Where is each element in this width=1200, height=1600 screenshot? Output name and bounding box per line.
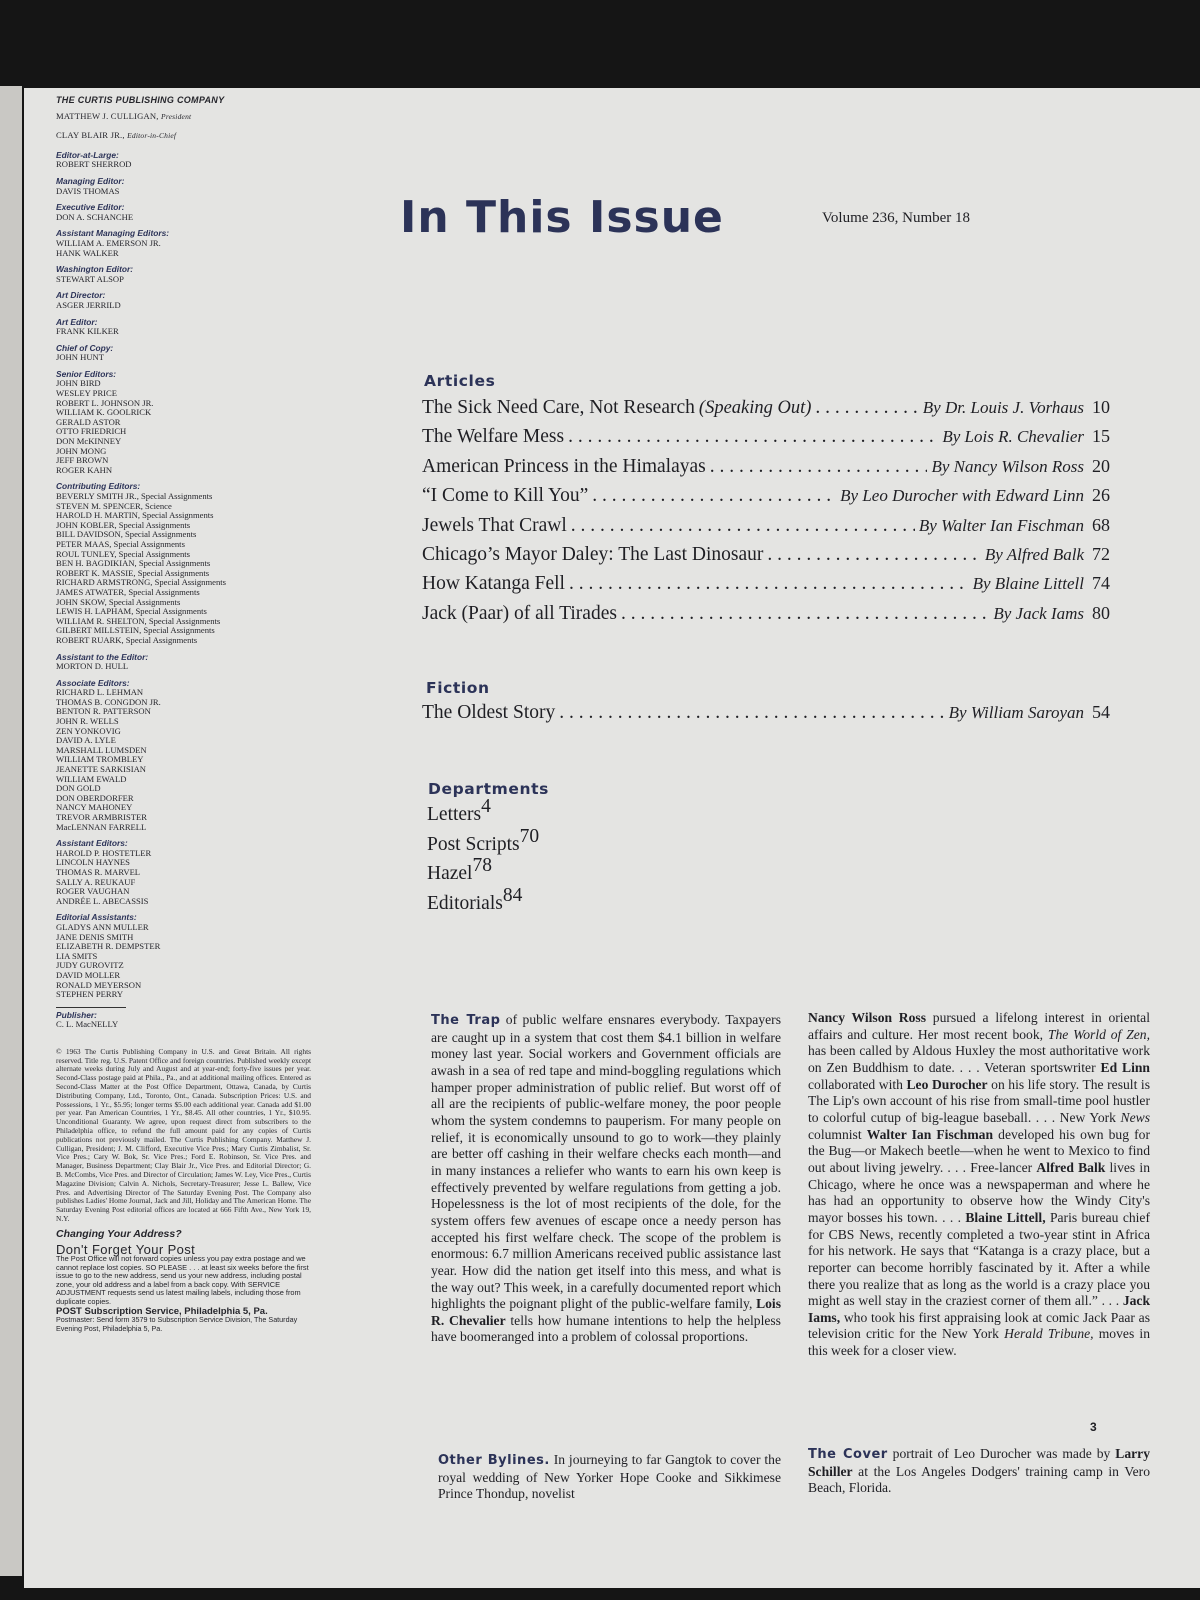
publisher-role: Publisher: <box>56 1009 97 1020</box>
staff-name: GILBERT MILLSTEIN, Special Assignments <box>56 625 215 636</box>
staff-role: Executive Editor: <box>56 202 125 213</box>
articles-list <box>422 397 1110 632</box>
staff-role: Senior Editors: <box>56 368 117 379</box>
fiction-author: By William Saroyan <box>948 703 1084 722</box>
article-author: By Jack Iams <box>993 603 1084 623</box>
cover-text: portrait of Leo Durocher was made by <box>887 1446 1116 1461</box>
staff-name: ROUL TUNLEY, Special Assignments <box>56 548 190 559</box>
article-page: 10 <box>1092 397 1110 417</box>
staff-name: ANDRÉE L. ABECASSIS <box>56 895 149 906</box>
staff-name: BEVERLY SMITH JR., Special Assignments <box>56 491 213 501</box>
article-page: 72 <box>1092 543 1110 564</box>
staff-group <box>56 653 346 672</box>
article-title: Chicago’s Mayor Daley: The Last Dinosaur <box>422 543 764 565</box>
dot-leader <box>569 573 969 595</box>
department-entry[interactable] <box>427 825 1107 864</box>
staff-name: JOHN HUNT <box>56 352 104 363</box>
byline-text: collaborated with <box>808 1076 907 1092</box>
staff-group <box>56 203 346 222</box>
article-entry[interactable] <box>422 456 1110 485</box>
article-entry[interactable] <box>422 544 1110 573</box>
staff-name: MARSHALL LUMSDEN <box>56 744 147 755</box>
staff-name: SALLY A. REUKAUF <box>56 876 136 887</box>
page-spine-edge <box>0 86 22 1576</box>
byline-paper: Herald Tribune, <box>1004 1326 1094 1342</box>
byline-name: Walter Ian Fischman <box>866 1126 994 1142</box>
staff-name: LINCOLN HAYNES <box>56 857 130 868</box>
staff-name: MORTON D. HULL <box>56 661 129 672</box>
staff-name: ELIZABETH R. DEMPSTER <box>56 941 161 952</box>
fiction-page: 54 <box>1092 702 1110 722</box>
byline-text: developed his own bug for the Bug—or Makech beetle—when he went to Mexico to find out about living jewelry. . . . Free-lancer <box>808 1126 1150 1175</box>
staff-name: ROBERT SHERROD <box>56 159 132 170</box>
article-title: “I Come to Kill You” <box>422 485 589 507</box>
staff-role: Managing Editor: <box>56 175 125 186</box>
byline-text: who took his first appraising look at comic Jack Paar as television critic for the New York <box>808 1309 1150 1342</box>
dot-leader <box>592 485 836 507</box>
article-author: By Lois R. Chevalier <box>942 427 1084 447</box>
article-entry[interactable] <box>422 485 1110 514</box>
department-title: Post Scripts <box>427 833 520 855</box>
cover-text-end: at the Los Angeles Dodgers' training camp in Vero Beach, Florida. <box>808 1463 1150 1496</box>
article-title: How Katanga Fell <box>422 573 565 595</box>
staff-name: STEPHEN PERRY <box>56 989 124 1000</box>
president-line <box>56 112 346 122</box>
article-title: The Welfare Mess <box>422 426 565 448</box>
staff-name: WILLIAM TROMBLEY <box>56 754 144 765</box>
byline-text: Paris bureau chief for CBS News, recently completed a two-year stint in Africa for his network. He says that “Katanga is a crazy place, but a reporter can become horribly fascinated by it. After a while there you realize that as long as the world is a crazy place you might as well stay in the craziest corner of them all.” . . . <box>808 1209 1150 1309</box>
byline-name: Nancy Wilson Ross <box>808 1010 927 1025</box>
article-title: American Princess in the Himalayas <box>422 455 706 477</box>
trap-paragraph <box>431 1012 781 1346</box>
editor-title: Editor-in-Chief <box>127 131 177 141</box>
department-entry[interactable] <box>427 855 1107 893</box>
staff-group <box>56 151 346 170</box>
byline-text: lives in Chicago, where he once was a newspaperman and where he has had an opportunity to observe how the Windy City's mayor bosses his town. . . . <box>808 1159 1150 1225</box>
page-number: 3 <box>1090 1420 1097 1434</box>
staff-group <box>56 291 346 310</box>
change-address-heading: Changing Your Address? <box>56 1227 182 1240</box>
staff-group <box>56 265 346 284</box>
staff-name: DON A. SCHANCHE <box>56 211 134 222</box>
editor-line <box>56 131 346 141</box>
article-author: By Dr. Louis J. Vorhaus <box>922 398 1084 417</box>
staff-name: JOHN MONG <box>56 445 107 456</box>
president-name: MATTHEW J. CULLIGAN, <box>56 110 159 121</box>
bylines-paragraph-start <box>438 1452 781 1503</box>
staff-group <box>56 177 346 196</box>
cover-photographer: Larry Schiller <box>808 1446 1150 1479</box>
staff-group <box>56 679 346 833</box>
article-page: 74 <box>1092 573 1110 594</box>
staff-group <box>56 229 346 258</box>
publisher-group <box>56 1007 346 1030</box>
byline-name: Leo Durocher <box>906 1076 988 1092</box>
volume-number: Volume 236, Number 18 <box>822 210 971 226</box>
staff-name: WILLIAM R. SHELTON, Special Assignments <box>56 615 221 626</box>
staff-name: ROBERT K. MASSIE, Special Assignments <box>56 567 210 578</box>
staff-group <box>56 344 346 363</box>
dot-leader <box>559 702 944 724</box>
trap-text-end: tells how humane intentions to help the helpless have boomeranged into a problem of colossal proportions. <box>431 1312 781 1345</box>
staff-group <box>56 913 346 999</box>
articles-heading: Articles <box>424 372 496 390</box>
masthead <box>56 96 346 1333</box>
staff-role: Editorial Assistants: <box>56 912 137 923</box>
department-entry[interactable] <box>427 884 1107 923</box>
staff-name: DON OBERDORFER <box>56 792 134 803</box>
staff-role: Assistant Managing Editors: <box>56 228 170 239</box>
article-author: By Alfred Balk <box>984 544 1084 564</box>
article-author: By Leo Durocher with Edward Linn <box>840 486 1084 506</box>
cover-paragraph <box>808 1446 1150 1497</box>
editor-name: CLAY BLAIR JR., <box>56 130 125 141</box>
dont-forget-heading: Don't Forget Your Post <box>56 1242 196 1258</box>
staff-role: Assistant Editors: <box>56 838 128 849</box>
staff-name: TREVOR ARMBRISTER <box>56 812 147 822</box>
staff-name: NANCY MAHONEY <box>56 802 133 813</box>
dot-leader <box>710 456 928 478</box>
article-author: By Nancy Wilson Ross <box>931 456 1084 476</box>
article-page: 26 <box>1092 485 1110 506</box>
staff-name: DON McKINNEY <box>56 436 122 447</box>
staff-name: RICHARD ARMSTRONG, Special Assignments <box>56 577 226 588</box>
staff-name: HANK WALKER <box>56 247 119 258</box>
article-author: By Blaine Littell <box>972 574 1084 594</box>
byline-name: Jack Iams, <box>808 1293 1150 1325</box>
staff-role: Art Director: <box>56 290 106 301</box>
staff-name: LEWIS H. LAPHAM, Special Assignments <box>56 606 207 617</box>
staff-name: ROGER KAHN <box>56 464 113 475</box>
staff-name: MacLENNAN FARRELL <box>56 821 147 832</box>
staff-role: Assistant to the Editor: <box>56 651 149 662</box>
staff-name: JEFF BROWN <box>56 455 109 466</box>
article-title: Jewels That Crawl <box>422 514 567 536</box>
article-title: Jack (Paar) of all Tirades <box>422 602 617 624</box>
article-entry[interactable] <box>422 426 1110 455</box>
staff-name: BEN H. BAGDIKIAN, Special Assignments <box>56 558 211 569</box>
departments-heading: Departments <box>428 780 549 798</box>
byline-text: has been called by Aldous Huxley the most authoritative work on Zen Buddhism to date. . . . Veteran sportswriter <box>808 1043 1150 1075</box>
staff-name: WILLIAM EWALD <box>56 773 127 784</box>
department-page: 78 <box>472 855 492 876</box>
article-entry[interactable] <box>422 397 1110 426</box>
fiction-title: The Oldest Story <box>422 702 556 723</box>
staff-name: ROBERT L. JOHNSON JR. <box>56 397 154 408</box>
trap-author: Lois R. Chevalier <box>431 1296 781 1328</box>
byline-book: The World of Zen, <box>1047 1026 1150 1042</box>
staff-role: Editor-at-Large: <box>56 149 119 160</box>
article-author: By Walter Ian Fischman <box>918 515 1084 535</box>
bylines-heading: Other Bylines. <box>438 1453 550 1468</box>
staff-name: DAVID A. LYLE <box>56 735 116 746</box>
department-title: Letters <box>427 804 482 825</box>
bylines-text-start: In journeying to far Gangtok to cover the royal wedding of New Yorker Hope Cooke and Sikkimese Prince Thondup, novelist <box>438 1452 781 1502</box>
byline-text: pursued a lifelong interest in oriental affairs and culture. Her most recent book, <box>808 1010 1150 1042</box>
fiction-list <box>422 702 1110 731</box>
staff-name: HAROLD P. HOSTETLER <box>56 847 152 858</box>
staff-group <box>56 318 346 337</box>
staff-groups <box>56 151 346 1000</box>
staff-name: ROBERT RUARK, Special Assignments <box>56 634 198 645</box>
department-title: Editorials <box>427 892 503 914</box>
staff-role: Associate Editors: <box>56 677 130 688</box>
article-page: 15 <box>1092 426 1110 447</box>
department-page: 70 <box>519 825 540 847</box>
byline-paper: News <box>1120 1109 1150 1125</box>
staff-name: HAROLD H. MARTIN, Special Assignments <box>56 510 214 521</box>
company-name: THE CURTIS PUBLISHING COMPANY <box>56 95 225 105</box>
article-note: (Speaking Out) <box>698 398 812 418</box>
staff-name: THOMAS R. MARVEL <box>56 866 141 877</box>
staff-name: FRANK KILKER <box>56 326 119 337</box>
page-title: In This Issue <box>400 192 724 243</box>
byline-name: Blaine Littell, <box>965 1209 1046 1225</box>
staff-name: WESLEY PRICE <box>56 388 118 399</box>
article-entry[interactable] <box>422 603 1110 632</box>
staff-name: OTTO FRIEDRICH <box>56 426 127 437</box>
bylines-paragraph-continued <box>808 1010 1150 1360</box>
post-subscription-service: POST Subscription Service, Philadelphia 5, Pa. <box>56 1305 268 1317</box>
byline-text: columnist <box>808 1126 867 1142</box>
staff-name: JAMES ATWATER, Special Assignments <box>56 586 200 597</box>
cover-heading: The Cover <box>808 1447 888 1462</box>
staff-name: JEANETTE SARKISIAN <box>56 764 146 775</box>
staff-name: JOHN KOBLER, Special Assignments <box>56 519 191 530</box>
article-entry[interactable] <box>422 573 1110 602</box>
copyright-fine-print: © 1963 The Curtis Publishing Company in U.S. and Great Britain. All rights reserved. Title reg. U.S. Patent Office and foreign countries. Published weekly except alternate weeks during July and August and at year-end; forty-five issues per year. Second-Class postage paid at Phila., Pa., and at additional mailing offices. Entered as Second-Class Matter at the Post Office Department, Ottawa, Canada, by Curtis Distributing Company, Ltd., Toronto, Ont., Canada. Subscription Prices: U.S. and Possessions, 1 Yr., $5.95; longer terms $5.00 each additional year. Canada add $1.00 per year. Pan American Countries, 1 Yr., $8.45. All other countries, 1 Yr., $10.95. Unconditional Guaranty. We agree, upon request direct from subscribers to the Philadelphia office, to refund the full amount paid for any copies of Curtis publications not previously mailed. The Curtis Publishing Company. Matthew J. Culligan, President; J. M. Clifford, Executive Vice Pres.; Mary Curtis Zimbalist, Sr. Vice Pres.; Cary W. Bok, Sr. Vice Pres.; Ford E. Robinson, Sr. Vice Pres. and Manager, Business Department; Clay Blair Jr., Vice Pres. and Editorial Director; G. B. McCombs, Vice Pres. and Director of Circulation; James W. Ley, Vice Pres., Curtis Magazine Division; Calvin A. Nichols, Secretary-Treasurer; Jesse L. Ballew, Vice Pres. and Advertising Director of The Saturday Evening Post. The Company also publishes Ladies' Home Journal, Jack and Jill, Holiday and The American Home. The Saturday Evening Post editorial offices are located at 666 Fifth Ave., New York 19, N.Y. <box>56 1046 311 1224</box>
staff-role: Chief of Copy: <box>56 342 114 353</box>
fiction-entry[interactable] <box>422 702 1110 731</box>
staff-name: BENTON R. PATTERSON <box>56 706 151 717</box>
staff-name: LIA SMITS <box>56 950 98 961</box>
staff-name: BILL DAVIDSON, Special Assignments <box>56 529 197 540</box>
dont-forget-body: The Post Office will not forward copies unless you pay extra postage and we cannot replace lost copies. SO PLEASE . . . at least six weeks before the first issue to go to the new address, send us your new address, including postal zone, your old address and a label from a back copy. With SERVICE ADJUSTMENT requests send us latest mailing labels, including those from duplicate copies. <box>56 1254 309 1306</box>
staff-group <box>56 370 346 476</box>
department-page: 4 <box>481 796 491 817</box>
byline-name: Alfred Balk <box>1036 1159 1106 1175</box>
dot-leader <box>568 426 938 448</box>
staff-name: WILLIAM A. EMERSON JR. <box>56 237 161 248</box>
staff-name: GERALD ASTOR <box>56 416 121 427</box>
staff-name: DON GOLD <box>56 783 101 794</box>
staff-name: GLADYS ANN MULLER <box>56 921 149 932</box>
fiction-heading: Fiction <box>426 679 490 697</box>
dot-leader <box>621 603 989 625</box>
article-page: 20 <box>1092 455 1110 476</box>
staff-name: DAVID MOLLER <box>56 969 121 980</box>
byline-text: on his life story. The result is The Lip's own account of his rise from small-time pool hustler to colorful cutup of big-league baseball. . . . New York <box>808 1076 1150 1125</box>
staff-name: WILLIAM K. GOOLRICK <box>56 407 152 418</box>
staff-role: Washington Editor: <box>56 264 134 275</box>
article-page: 80 <box>1092 602 1110 623</box>
dot-leader <box>571 515 915 537</box>
byline-name: Ed Linn <box>1100 1059 1150 1075</box>
staff-name: JUDY GUROVITZ <box>56 960 124 971</box>
trap-text: of public welfare ensnares everybody. Taxpayers are caught up in a system that cost them $4.1 billion in welfare money last year. Social workers and Government officials are awash in a sea of red tape and mind-boggling regulations which hamper proper administration of public relief. But worst off of all are the recipients of public-welfare money, the poor people whom the system condemns to pauperism. For many people on relief, it is economically unsound to go to work—they plainly are better off cashing in their welfare checks each month—and in many instances a reliefer who wants to earn his own keep is effectively prevented by welfare regulations from getting a job. Hopelessness is the lot of most recipients of the dole, for the system offers few avenues of escape once a needy person has accepted his first welfare check. The scope of the problem is enormous: 6.7 million Americans received public assistance last year. How did the nation get itself into this mess, and what is the way out? This week, in a carefully documented report which highlights the poignant plight of the public-welfare family, <box>431 1012 781 1312</box>
president-title: President <box>161 111 192 121</box>
article-page: 68 <box>1092 514 1110 535</box>
staff-name: JANE DENIS SMITH <box>56 931 134 942</box>
trap-heading: The Trap <box>431 1013 501 1028</box>
staff-name: ZEN YONKOVIG <box>56 725 121 736</box>
staff-name: RICHARD L. LEHMAN <box>56 687 144 698</box>
department-page: 84 <box>502 884 523 906</box>
staff-group <box>56 482 346 645</box>
staff-group <box>56 839 346 906</box>
staff-name: JOHN R. WELLS <box>56 716 119 727</box>
staff-name: JOHN SKOW, Special Assignments <box>56 596 181 607</box>
dot-leader <box>815 397 918 419</box>
staff-role: Art Editor: <box>56 316 98 327</box>
staff-name: STEWART ALSOP <box>56 273 124 284</box>
staff-role: Contributing Editors: <box>56 481 141 492</box>
dot-leader <box>767 544 981 566</box>
staff-name: JOHN BIRD <box>56 378 101 389</box>
staff-name: ASGER JERRILD <box>56 299 121 310</box>
staff-name: PETER MAAS, Special Assignments <box>56 538 185 549</box>
byline-text: moves in this week for a closer view. <box>808 1326 1150 1359</box>
article-title: The Sick Need Care, Not Research <box>422 397 695 418</box>
departments-list <box>427 796 1107 922</box>
staff-name: THOMAS B. CONGDON JR. <box>56 696 161 707</box>
staff-name: RONALD MEYERSON <box>56 979 142 990</box>
staff-name: DAVIS THOMAS <box>56 185 120 196</box>
publisher-name: C. L. MacNELLY <box>56 1019 119 1030</box>
staff-name: STEVEN M. SPENCER, Science <box>56 500 172 511</box>
department-title: Hazel <box>427 863 473 884</box>
postmaster-note: Postmaster: Send form 3579 to Subscription Service Division, The Saturday Evening Post, Philadelphia 5, Pa. <box>56 1315 298 1333</box>
article-entry[interactable] <box>422 515 1110 544</box>
staff-name: ROGER VAUGHAN <box>56 886 130 897</box>
